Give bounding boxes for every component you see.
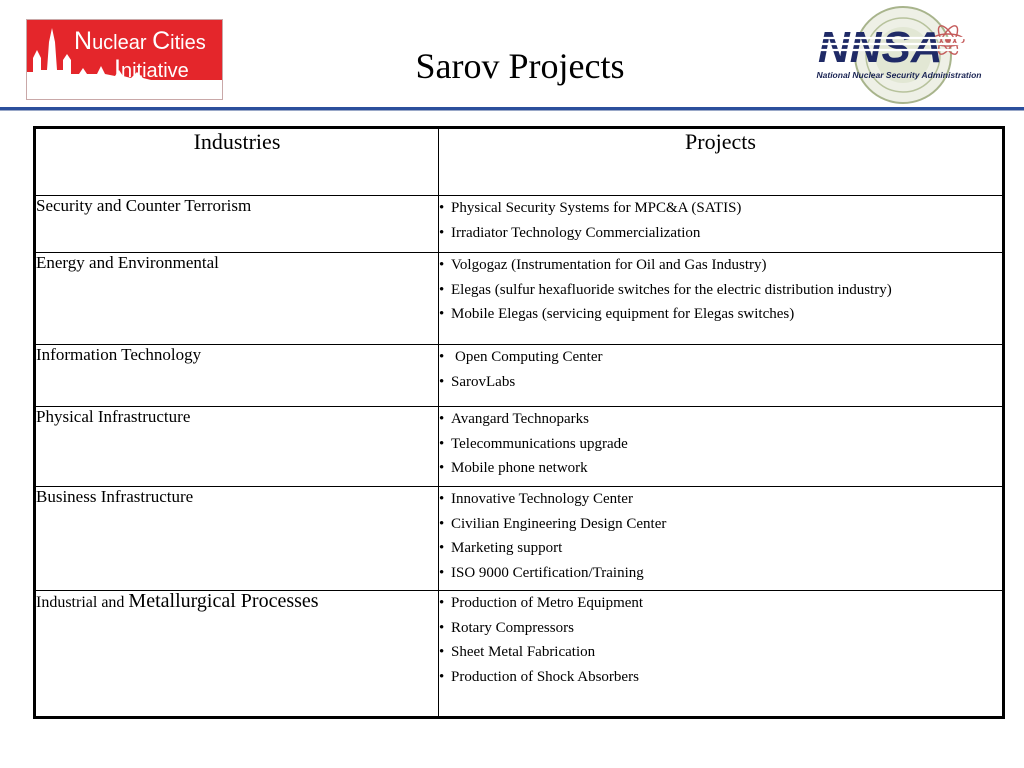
industry-cell: Business Infrastructure xyxy=(35,487,439,591)
nnsa-letters: NNSA xyxy=(818,23,943,72)
projects-cell xyxy=(439,345,1004,407)
nnsa-logo xyxy=(808,4,990,106)
list-item: • Rotary Compressors xyxy=(439,616,1002,641)
list-item: • Volgogaz (Instrumentation for Oil and Gas Industry) xyxy=(439,253,1002,278)
list-item-text: Open Computing Center xyxy=(455,349,603,365)
table-row xyxy=(35,345,1004,407)
table-row xyxy=(35,591,1004,718)
list-item: • SarovLabs xyxy=(439,370,1002,395)
list-item: • Marketing support xyxy=(439,536,1002,561)
doe-seal-icon xyxy=(808,4,990,106)
industry-text-part: Industrial and xyxy=(36,594,129,611)
table-row xyxy=(35,407,1004,487)
nci-letter-i: I xyxy=(114,55,121,83)
list-item: • Telecommunications upgrade xyxy=(439,432,1002,457)
project-list xyxy=(439,196,1002,245)
table-header-row xyxy=(35,128,1004,196)
project-list xyxy=(439,345,1002,394)
list-item: • Elegas (sulfur hexafluoride switches for the electric distribution industry) xyxy=(439,278,1002,303)
industry-text-part: Metallurgical Processes xyxy=(128,590,319,612)
nnsa-subtitle: National Nuclear Security Administration xyxy=(816,70,982,80)
list-item: • ISO 9000 Certification/Training xyxy=(439,561,1002,586)
projects-cell xyxy=(439,591,1004,718)
project-list xyxy=(439,591,1002,689)
nuclear-cities-initiative-logo xyxy=(26,19,223,100)
nci-word-ities: ities xyxy=(170,32,206,54)
nci-word-uclear: uclear xyxy=(92,32,153,54)
nci-letter-c: C xyxy=(152,27,171,55)
list-item: • Civilian Engineering Design Center xyxy=(439,512,1002,537)
project-list xyxy=(439,407,1002,481)
list-item: • Irradiator Technology Commercialization xyxy=(439,221,1002,246)
industry-cell: Energy and Environmental xyxy=(35,253,439,345)
nci-wordmark xyxy=(74,28,223,92)
industry-cell: Security and Counter Terrorism xyxy=(35,196,439,253)
list-item: • Physical Security Systems for MPC&A (SATIS) xyxy=(439,196,1002,221)
list-item xyxy=(439,345,1002,370)
project-list xyxy=(439,487,1002,585)
header-divider-shadow xyxy=(0,110,1024,111)
list-item: • Innovative Technology Center xyxy=(439,487,1002,512)
table-row xyxy=(35,196,1004,253)
column-header-industries: Industries xyxy=(35,128,439,196)
projects-cell xyxy=(439,487,1004,591)
projects-cell xyxy=(439,407,1004,487)
projects-cell xyxy=(439,196,1004,253)
list-item: • Avangard Technoparks xyxy=(439,407,1002,432)
list-item: • Mobile Elegas (servicing equipment for Elegas switches) xyxy=(439,302,1002,327)
list-item: • Sheet Metal Fabrication xyxy=(439,640,1002,665)
list-item: • Production of Metro Equipment xyxy=(439,591,1002,616)
project-list xyxy=(439,253,1002,327)
list-item: • Mobile phone network xyxy=(439,456,1002,481)
industry-cell xyxy=(35,591,439,718)
industry-cell: Information Technology xyxy=(35,345,439,407)
table-row xyxy=(35,487,1004,591)
page-title: Sarov Projects xyxy=(415,46,625,86)
nci-word-nitiative: nitiative xyxy=(120,60,189,82)
projects-table xyxy=(33,126,1005,719)
projects-cell xyxy=(439,253,1004,345)
list-item: • Production of Shock Absorbers xyxy=(439,665,1002,690)
table-row xyxy=(35,253,1004,345)
column-header-projects: Projects xyxy=(439,128,1004,196)
nci-letter-n: N xyxy=(74,27,93,55)
industry-cell: Physical Infrastructure xyxy=(35,407,439,487)
